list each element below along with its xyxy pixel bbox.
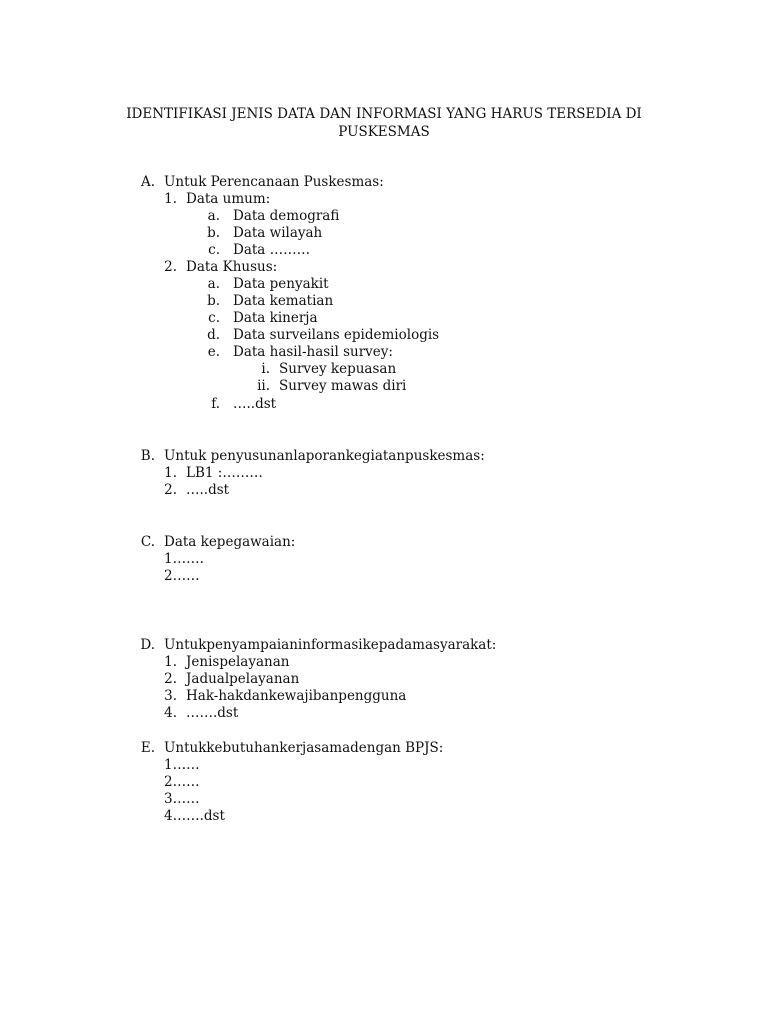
section-heading-text: Untukpenyampaianinformasikepadamasyarakat: — [164, 637, 497, 653]
title-line-1: IDENTIFIKASI JENIS DATA DAN INFORMASI YANG HARUS TERSEDIA DI — [126, 106, 642, 122]
document-title — [100, 105, 668, 141]
subitem-marker: f. — [211, 396, 220, 412]
item-text: …….dst — [186, 705, 239, 721]
section-marker: C. — [140, 534, 155, 550]
subitem-text: Data ……… — [233, 242, 311, 258]
item-marker: 4. — [164, 705, 177, 721]
list-line: 4…….dst — [164, 808, 225, 824]
subitem-marker: c. — [208, 242, 220, 258]
list-line: 2…… — [164, 568, 200, 584]
item-marker: 3. — [164, 688, 177, 704]
section-heading-text: Untuk penyusunanlaporankegiatanpuskesmas: — [164, 448, 485, 464]
subsubitem-text: Survey kepuasan — [279, 361, 397, 377]
section-marker: E. — [140, 740, 155, 756]
subitem-marker: b. — [207, 293, 220, 309]
subitem-text: Data hasil-hasil survey: — [233, 344, 393, 360]
item-text: Jadualpelayanan — [186, 671, 300, 687]
item-text: Jenispelayanan — [186, 654, 290, 670]
subitem-text: Data penyakit — [233, 276, 329, 292]
subitem-text: …..dst — [233, 396, 277, 412]
subitem-text: Data kinerja — [233, 310, 318, 326]
item-text: LB1 :……… — [186, 465, 263, 481]
subitem-text: Data demografi — [233, 208, 340, 224]
subitem-marker: e. — [207, 344, 220, 360]
section-marker: D. — [140, 637, 155, 653]
item-marker: 1. — [164, 465, 177, 481]
item-marker: 1. — [164, 191, 177, 207]
subsubitem-marker: i. — [261, 361, 270, 377]
item-marker: 2. — [164, 259, 177, 275]
subitem-marker: b. — [207, 225, 220, 241]
list-line: 2…… — [164, 774, 200, 790]
item-marker: 2. — [164, 482, 177, 498]
subitem-text: Data kematian — [233, 293, 334, 309]
subitem-text: Data surveilans epidemiologis — [233, 327, 440, 343]
subitem-marker: d. — [207, 327, 220, 343]
item-text: Hak-hakdankewajibanpengguna — [186, 688, 407, 704]
section-marker: A. — [140, 174, 155, 190]
subitem-marker: c. — [208, 310, 220, 326]
item-text: …..dst — [186, 482, 230, 498]
section-heading-text: Untukkebutuhankerjasamadengan BPJS: — [164, 740, 444, 756]
subsubitem-marker: ii. — [257, 378, 270, 394]
item-marker: 1. — [164, 654, 177, 670]
subitem-text: Data wilayah — [233, 225, 323, 241]
section-heading-text: Untuk Perencanaan Puskesmas: — [164, 174, 384, 190]
subsubitem-text: Survey mawas diri — [279, 378, 407, 394]
subitem-marker: a. — [207, 208, 220, 224]
list-line: 1…… — [164, 757, 200, 773]
list-line: 3…… — [164, 791, 200, 807]
section-heading-text: Data kepegawaian: — [164, 534, 296, 550]
section-marker: B. — [140, 448, 155, 464]
item-text: Data Khusus: — [186, 259, 278, 275]
title-line-2: PUSKESMAS — [338, 124, 430, 140]
list-line: 1……. — [164, 551, 204, 567]
item-text: Data umum: — [186, 191, 271, 207]
subitem-marker: a. — [207, 276, 220, 292]
item-marker: 2. — [164, 671, 177, 687]
